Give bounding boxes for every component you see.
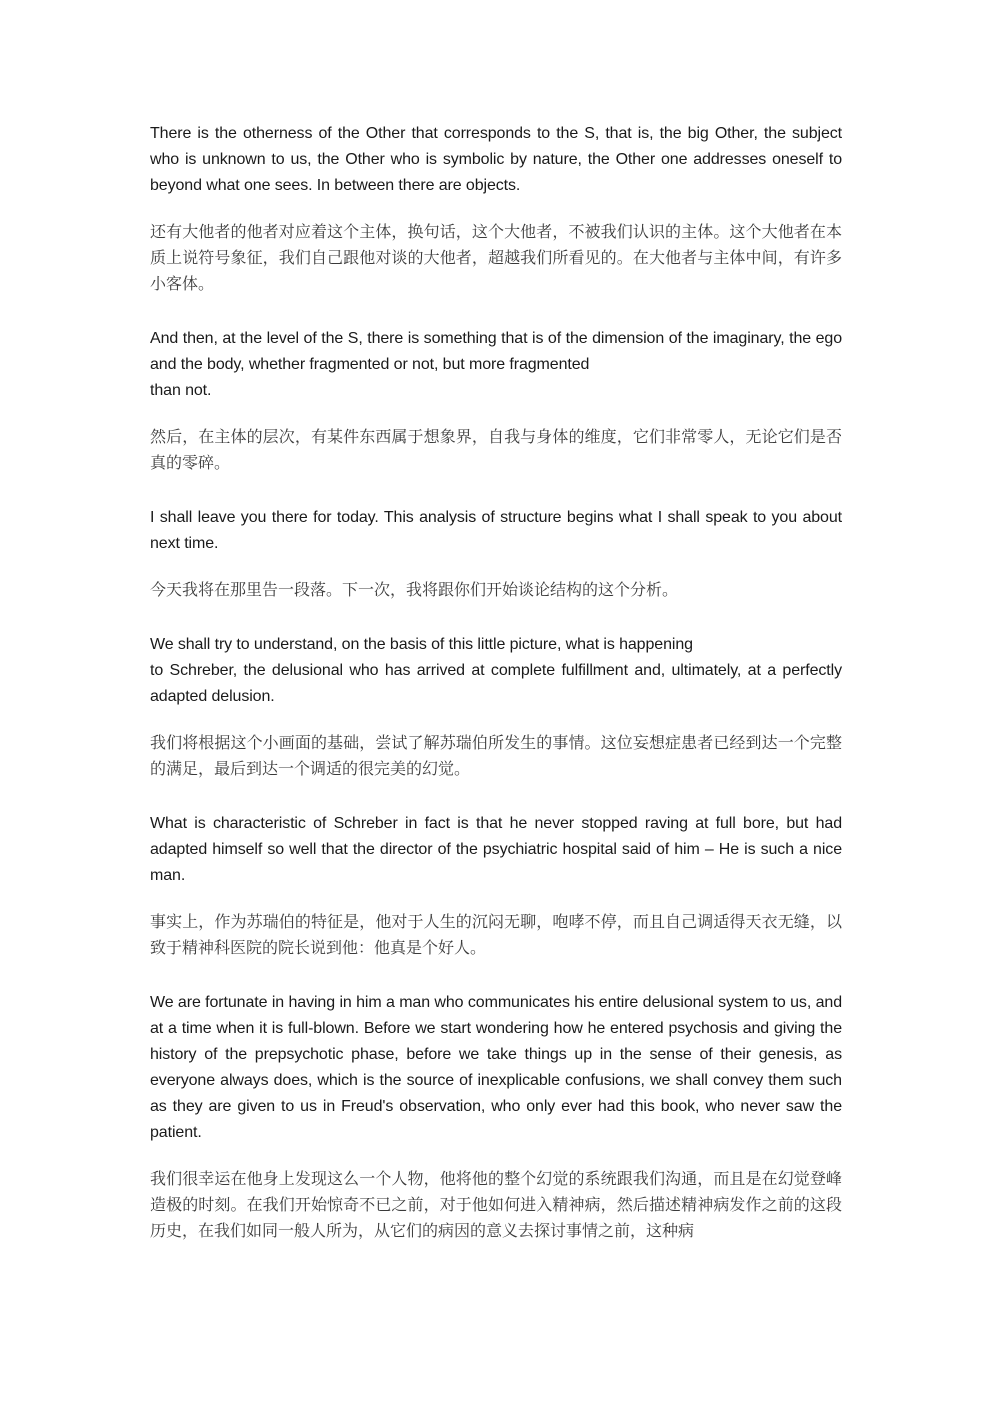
paragraph-spacer <box>150 557 842 577</box>
paragraph-english: What is characteristic of Schreber in fact is that he never stopped raving at full bore, but had adapted himself so well that the director of the psychiatric hospital said of him – He is such a nice man. <box>150 815 842 884</box>
paragraph-english: We shall try to understand, on the basis of this little picture, what is happening to Schreber, the delusional who has arrived at complete fulfillment and, ultimately, at a perfectly adapted delusion. <box>150 636 842 705</box>
paragraph-english: I shall leave you there for today. This analysis of structure begins what I shall speak to you about next time. <box>150 509 842 552</box>
paragraph-spacer <box>150 889 842 909</box>
paragraph-spacer <box>150 710 842 730</box>
paragraph-chinese: 我们很幸运在他身上发现这么一个人物，他将他的整个幻觉的系统跟我们沟通，而且是在幻觉登峰造极的时刻。在我们开始惊奇不已之前，对于他如何进入精神病，然后描述精神病发作之前的这段历史，在我们如同一般人所为，从它们的病因的意义去探讨事情之前，这种病 <box>150 1169 842 1240</box>
paragraph-chinese: 然后，在主体的层次，有某件东西属于想象界，自我与身体的维度，它们非常零人，无论它们是否真的零碎。 <box>150 427 842 472</box>
paragraph-chinese: 我们将根据这个小画面的基础，尝试了解苏瑞伯所发生的事情。这位妄想症患者已经到达一个完整的满足，最后到达一个调适的很完美的幻觉。 <box>150 733 842 778</box>
paragraph-spacer <box>150 199 842 219</box>
paragraph-chinese: 事实上，作为苏瑞伯的特征是，他对于人生的沉闷无聊，咆哮不停，而且自己调适得天衣无缝，以致于精神科医院的院长说到他：他真是个好人。 <box>150 912 842 957</box>
paragraph-spacer <box>150 297 842 326</box>
paragraph-chinese: 还有大他者的他者对应着这个主体，换句话，这个大他者，不被我们认识的主体。这个大他者在本质上说符号象征，我们自己跟他对谈的大他者，超越我们所看见的。在大他者与主体中间，有许多小客体。 <box>150 222 842 293</box>
document-page <box>150 121 842 1244</box>
paragraph-english: We are fortunate in having in him a man who communicates his entire delusional system to us, and at a time when it is full-blown. Before we start wondering how he entered psychosis and giving the history of the prepsychotic phase, before we take things up in the sense of their genesis, as everyone always does, which is the source of inexplicable confusions, we shall convey them such as they are given to us in Freud's observation, who only ever had this book, who never saw the patient. <box>150 994 842 1141</box>
paragraph-spacer <box>150 476 842 505</box>
paragraph-chinese: 今天我将在那里告一段落。下一次，我将跟你们开始谈论结构的这个分析。 <box>150 580 679 599</box>
paragraph-english: There is the otherness of the Other that corresponds to the S, that is, the big Other, the subject who is unknown to us, the Other who is symbolic by nature, the Other one addresses oneself to beyond what one sees. In between there are objects. <box>150 125 842 194</box>
paragraph-spacer <box>150 782 842 811</box>
paragraph-spacer <box>150 404 842 424</box>
paragraph-english: And then, at the level of the S, there is something that is of the dimension of the imaginary, the ego and the body, whether fragmented or not, but more fragmented than not. <box>150 330 842 399</box>
paragraph-spacer <box>150 1146 842 1166</box>
paragraph-spacer <box>150 961 842 990</box>
paragraph-spacer <box>150 603 842 632</box>
